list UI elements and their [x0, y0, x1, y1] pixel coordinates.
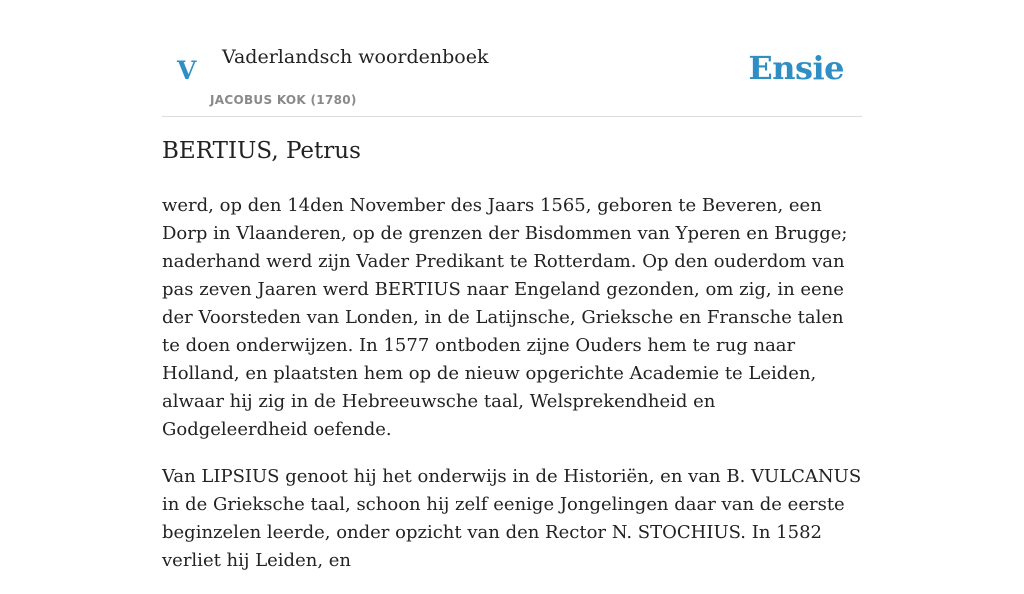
- ensie-logo[interactable]: Ensie: [748, 49, 844, 87]
- entry-paragraph: werd, op den 14den November des Jaars 1565, geboren te Beveren, een Dorp in Vlaanderen, op de grenzen der Bisdommen van Yperen en Brugge; naderhand werd zijn Vader Predikant te Rotterdam. Op den ouderdom van pas zeven Jaaren werd BERTIUS naar Engeland gezonden, om zig, in eene der Voorsteden van Londen, in de Latijnsche, Grieksche en Fransche talen te doen onderwijzen. In 1577 ontboden zijne Ouders hem te rug naar Holland, en plaatsten hem op de nieuw opgerichte Academie te Leiden, alwaar hij zig in de Hebreeuwsche taal, Welsprekendheid en Godgeleerdheid oefende.: [162, 195, 848, 440]
- entry-title: BERTIUS, Petrus: [162, 138, 361, 164]
- entry-paragraph: Van LIPSIUS genoot hij het onderwijs in de Historiën, en van B. VULCANUS in de Grieksche taal, schoon hij zelf eenige Jongelingen daar van de eerste beginzelen leerde, onder opzicht van den Rector N. STOCHIUS. In 1582 verliet hij Leiden, en: [162, 466, 862, 571]
- entry-body: [162, 192, 862, 594]
- book-author: JACOBUS KOK (1780): [210, 93, 357, 107]
- book-title-link[interactable]: Vaderlandsch woordenboek: [222, 46, 489, 68]
- book-header: [162, 0, 862, 117]
- book-letter-icon[interactable]: V: [177, 56, 197, 85]
